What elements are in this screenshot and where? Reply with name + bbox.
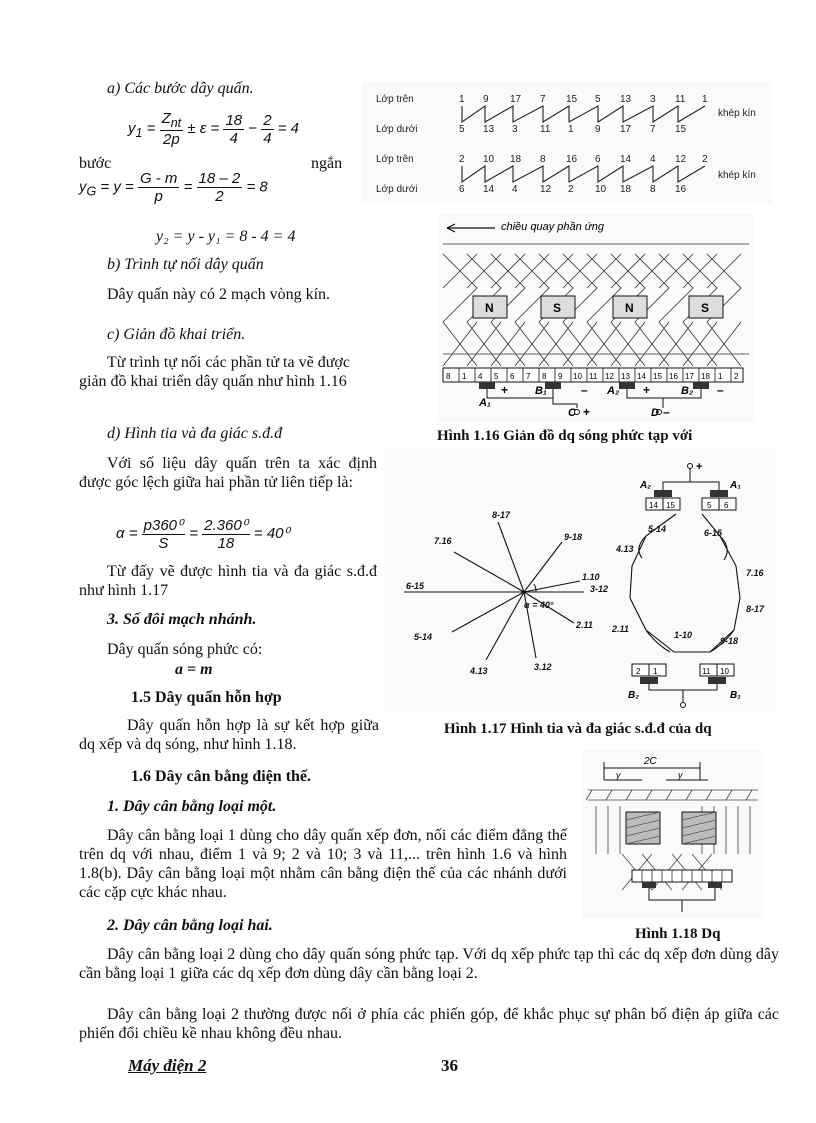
segment-num: 15 xyxy=(666,501,675,510)
seq-num: 2 xyxy=(459,154,465,165)
seq-num: 6 xyxy=(595,154,601,165)
seq-num: 11 xyxy=(675,94,686,105)
segment-num: 11 xyxy=(589,372,598,381)
segment-num: 14 xyxy=(649,501,658,510)
seq-num: 7 xyxy=(650,124,656,135)
brush-label: A₂ xyxy=(607,385,620,397)
axis-label: 3-12 xyxy=(590,584,609,594)
seq-num: 3 xyxy=(512,124,518,135)
row-label: Lớp trên xyxy=(376,154,414,165)
text-c: Từ trình tự nối các phần tử ta vẽ được giản đồ khai triển dây quấn như hình 1.16 xyxy=(79,354,350,390)
seq-num: 5 xyxy=(595,94,601,105)
brush-label: A₁ xyxy=(479,397,491,409)
seq-num: 3 xyxy=(650,94,656,105)
segment-num: 9 xyxy=(558,372,563,381)
row-label: Lớp dưới xyxy=(376,124,418,135)
formula-y1: $y_1$ = $\frac{Z_{nt}}{2p}$ ± ε = $\frac{18}{4}$ − $\frac{2}{4}$ = 4 xyxy=(128,110,300,148)
polygon-label: 5-14 xyxy=(648,524,667,534)
polygon-label: 4.13 xyxy=(616,544,634,554)
seq-num: 15 xyxy=(566,94,578,105)
text-s16-2a: Dây cân bằng loại 2 dùng cho dây quấn sóng phức tạp. Với dq xếp phức tạp thì các dq xếp đơn dùng dây cần bằng loại 1 giữa các dq xếp đơn dùng dây cần bằng loại 2. xyxy=(79,946,779,982)
footer-title: Máy điện 2 xyxy=(128,1056,207,1075)
caption-1-16: Hình 1.16 Giản đồ dq sóng phức tạp với xyxy=(437,428,693,444)
seq-num: 4 xyxy=(650,154,656,165)
seq-num: 16 xyxy=(675,184,687,195)
segment-num: 16 xyxy=(669,372,678,381)
segment-num: 1 xyxy=(462,372,467,381)
heading-c: c) Giản đồ khai triển. xyxy=(107,326,246,343)
brush-label: B₂ xyxy=(628,690,640,701)
seq-num: 18 xyxy=(510,154,522,165)
seq-num: 14 xyxy=(620,154,632,165)
segment-num: 11 xyxy=(702,667,711,676)
segment-num: 1 xyxy=(653,667,658,676)
seq-num: 10 xyxy=(483,154,495,165)
heading-a: a) Các bước dây quấn. xyxy=(107,80,254,97)
segment-num: 10 xyxy=(573,372,582,381)
pole-label: N xyxy=(485,301,494,315)
row-label: Lớp dưới xyxy=(376,184,418,195)
angle-arc xyxy=(534,584,536,592)
formula-a-m: a = m xyxy=(175,661,213,678)
pole-label: S xyxy=(553,301,562,315)
polygon-label: 2.11 xyxy=(612,624,629,634)
ray-label: 7.16 xyxy=(434,536,452,546)
brush-label: A₁ xyxy=(730,480,741,491)
seq-num: 12 xyxy=(675,154,687,165)
ray-label: 6-15 xyxy=(406,581,425,591)
ray-label: 2.11 xyxy=(576,620,593,630)
polarity-sign: – xyxy=(717,383,724,397)
text-s16-1: Dây cân bằng loại 1 dùng cho dây quấn xếp đơn, nối các điểm đẳng thế trên dq với nhau, điểm 1 và 9; 2 và 10; 3 và 11,... trên hình 1.6 và hình 1.8(b). Dây cân bằng loại một nhằm cân bằng điện thế của các nhánh dưới các cặp cực khác nhau. xyxy=(79,827,567,901)
figure-1-17-diagram xyxy=(384,448,776,712)
seq-num: 11 xyxy=(540,124,551,135)
segment-num: 15 xyxy=(653,372,662,381)
seq-num: 13 xyxy=(620,94,632,105)
ray-label: 5-14 xyxy=(414,632,433,642)
seq-num: 15 xyxy=(675,124,687,135)
segment-num: 8 xyxy=(446,372,451,381)
ray-label: 8-17 xyxy=(492,510,511,520)
word-ngan: ngắn xyxy=(311,155,343,172)
heading-s16-1: 1. Dây cân bằng loại một. xyxy=(107,798,277,815)
figure-1-18-diagram xyxy=(582,750,764,918)
segment-num: 17 xyxy=(685,372,694,381)
heading-b: b) Trình tự nối dây quấn xyxy=(107,256,264,273)
seq-num: 10 xyxy=(595,184,607,195)
polarity-sign: + xyxy=(583,405,591,419)
seq-num: 9 xyxy=(595,124,601,135)
brush-label: B₂ xyxy=(681,385,694,397)
seq-num: 8 xyxy=(540,154,546,165)
polygon-label: 8-17 xyxy=(746,604,765,614)
ray-label: 9-18 xyxy=(564,532,583,542)
polarity-sign: + xyxy=(501,383,509,397)
seq-num: 6 xyxy=(459,184,465,195)
caption-1-17: Hình 1.17 Hình tia và đa giác s.đ.đ của dq xyxy=(444,721,712,737)
formula-yg: $y_G = y$ = $\frac{G - m}{p}$ = $\frac{18 - 2}{2}$ = 8 xyxy=(79,170,268,205)
segment-num: 5 xyxy=(494,372,499,381)
ray-label: 4.13 xyxy=(470,666,488,676)
segment-num: 12 xyxy=(605,372,614,381)
svg-text:+: + xyxy=(696,461,703,473)
segment-num: 4 xyxy=(478,372,483,381)
segment-num: 2 xyxy=(734,372,739,381)
angle-label: α = 40° xyxy=(524,600,554,610)
segment-num: 13 xyxy=(621,372,630,381)
heading-s16-2: 2. Dây cân bằng loại hai. xyxy=(107,917,273,934)
polygon-label: 7.16 xyxy=(746,568,764,578)
seq-num: 17 xyxy=(620,124,632,135)
polygon-label: 9-18 xyxy=(720,636,739,646)
segment-num: 1 xyxy=(718,372,723,381)
seq-num: 1 xyxy=(459,94,465,105)
seq-num: 14 xyxy=(483,184,495,195)
segment-num: 8 xyxy=(542,372,547,381)
polygon-label: 6-15 xyxy=(704,528,723,538)
segment-num: 14 xyxy=(637,372,646,381)
seq-num: 18 xyxy=(620,184,632,195)
row-label: Lớp trên xyxy=(376,94,414,105)
seq-num: 17 xyxy=(510,94,522,105)
heading-s15: 1.5 Dây quấn hỗn hợp xyxy=(131,689,282,706)
closed-loop-label: khép kín xyxy=(718,108,756,119)
text-s16-2b: Dây cân bằng loại 2 thường được nối ở phía các phiến góp, để khắc phục sự phân bố điện áp giữa các phiến đổi chiều kề nhau không đều nhau. xyxy=(79,1006,779,1042)
polarity-sign: – xyxy=(581,383,588,397)
brush-group xyxy=(479,382,709,389)
text-b: Dây quấn này có 2 mạch vòng kín. xyxy=(107,286,331,303)
pole-label: N xyxy=(625,301,634,315)
ray-label: 3.12 xyxy=(534,662,552,672)
word-buoc: bước xyxy=(79,155,112,172)
brush-label: A₂ xyxy=(640,480,652,491)
terminal-label: C xyxy=(568,407,576,419)
segment-num: 6 xyxy=(724,501,729,510)
winding-sequence-figure xyxy=(362,82,772,204)
seq-num: 1 xyxy=(702,94,708,105)
segment-num: 6 xyxy=(510,372,515,381)
pole-group xyxy=(473,296,723,318)
heading-d: d) Hình tia và đa giác s.đ.đ xyxy=(107,425,283,442)
seq-num: 5 xyxy=(459,124,465,135)
seq-num: 13 xyxy=(483,124,495,135)
text-d2: Từ đấy vẽ được hình tia và đa giác s.đ.đ như hình 1.17 xyxy=(79,563,377,599)
formula-y2: y₂ = y - y₁ = 8 - 4 = 4 xyxy=(156,228,296,245)
ray-label: 1.10 xyxy=(582,572,600,582)
figure-1-16-diagram xyxy=(437,214,755,422)
brush-label: B₁ xyxy=(730,690,741,701)
polarity-sign: + xyxy=(643,383,651,397)
text-d: Với số liệu dây quấn trên ta xác định được góc lệch giữa hai phần tử liên tiếp là: xyxy=(79,455,377,491)
segment-num: 2 xyxy=(636,667,641,676)
segment-num: 10 xyxy=(720,667,729,676)
seq-num: 1 xyxy=(568,124,574,135)
label-ysx: y xyxy=(616,770,621,780)
formula-alpha: α = $\frac{\text{p360⁰}}{S}$ = $\frac{\text{2.360⁰}}{18}$ = 40⁰ xyxy=(116,517,290,552)
polarity-sign: – xyxy=(663,405,670,419)
commutator xyxy=(443,368,743,382)
text-s15: Dây quấn hỗn hợp là sự kết hợp giữa dq xếp và dq sóng, như hình 1.18. xyxy=(79,717,379,753)
page-number: 36 xyxy=(441,1056,458,1075)
seq-num: 9 xyxy=(483,94,489,105)
seq-num: 2 xyxy=(568,184,574,195)
terminal-label: D xyxy=(651,407,659,419)
heading-s16: 1.6 Dây cân bằng điện thế. xyxy=(131,768,312,785)
pole-hatch xyxy=(626,812,716,844)
caption-1-18: Hình 1.18 Dq xyxy=(635,926,721,942)
segment-num: 7 xyxy=(526,372,531,381)
label-2c: 2C xyxy=(644,756,657,767)
label-ysq: y xyxy=(678,770,683,780)
heading-s3: 3. Số đôi mạch nhánh. xyxy=(107,611,257,628)
seq-num: 16 xyxy=(566,154,578,165)
seq-num: 2 xyxy=(702,154,708,165)
segment-num: 18 xyxy=(701,372,710,381)
brush-label: B₁ xyxy=(535,385,547,397)
polygon-label: 1-10 xyxy=(674,630,693,640)
rotation-label: chiều quay phần ứng xyxy=(501,221,604,233)
seq-num: 7 xyxy=(540,94,546,105)
closed-loop-label: khép kín xyxy=(718,170,756,181)
text-s3: Dây quấn sóng phức có: xyxy=(107,641,263,658)
top-commutator xyxy=(639,461,741,510)
pole-label: S xyxy=(701,301,710,315)
seq-num: 4 xyxy=(512,184,518,195)
seq-num: 8 xyxy=(650,184,656,195)
bottom-commutator xyxy=(628,664,741,708)
segment-num: 5 xyxy=(707,501,712,510)
commutator xyxy=(632,870,732,912)
seq-num: 12 xyxy=(540,184,552,195)
